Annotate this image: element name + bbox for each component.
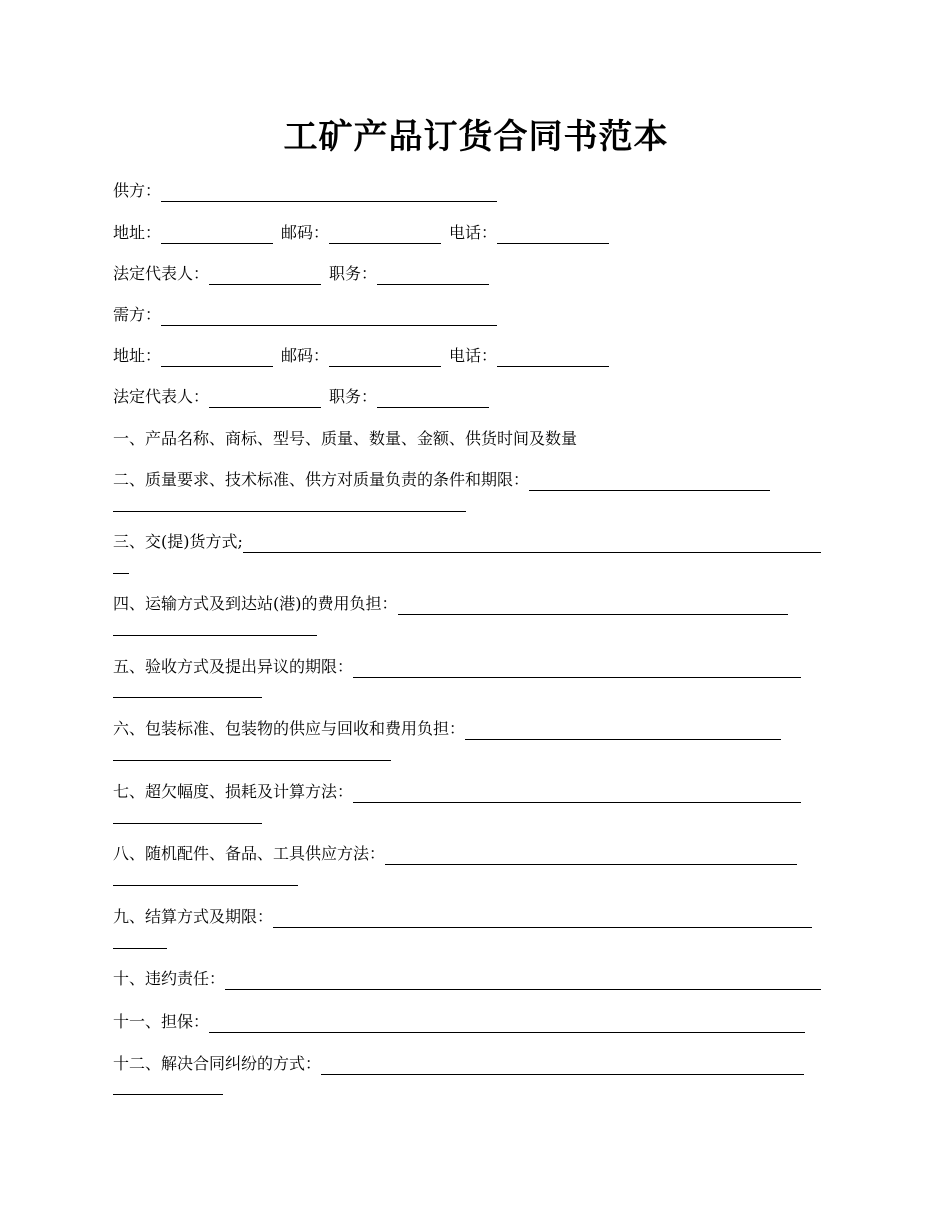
- clause-8-label: 八、随机配件、备品、工具供应方法：: [113, 844, 386, 863]
- buyer-contact-row: [113, 345, 612, 367]
- supplier-rep-blank[interactable]: [209, 267, 321, 285]
- buyer-postcode-blank[interactable]: [329, 349, 441, 367]
- clause-8: [113, 843, 800, 865]
- buyer-postcode-label: 邮码：: [281, 346, 330, 365]
- clause-2-blank-continued[interactable]: [113, 510, 466, 512]
- clause-10: [113, 968, 824, 990]
- clause-12-label: 十二、解决合同纠纷的方式：: [113, 1054, 322, 1073]
- supplier-address-blank[interactable]: [161, 226, 273, 244]
- clause-1-label: 一、产品名称、商标、型号、质量、数量、金额、供货时间及数量: [113, 429, 578, 448]
- clause-12: [113, 1053, 807, 1075]
- clause-9-label: 九、结算方式及期限：: [113, 907, 274, 926]
- clause-4: [113, 593, 791, 615]
- clause-1: [113, 428, 577, 450]
- clause-12-blank[interactable]: [321, 1057, 804, 1075]
- clause-7: [113, 781, 804, 803]
- supplier-party-blank[interactable]: [161, 184, 497, 202]
- supplier-postcode-blank[interactable]: [329, 226, 441, 244]
- clause-11: [113, 1011, 808, 1033]
- clause-2-label: 二、质量要求、技术标准、供方对质量负责的条件和期限：: [113, 470, 530, 489]
- buyer-position-label: 职务：: [329, 387, 378, 406]
- page-title: 工矿产品订货合同书范本: [283, 117, 669, 157]
- supplier-party-row: [113, 180, 500, 202]
- supplier-address-label: 地址：: [113, 223, 162, 242]
- buyer-party-blank[interactable]: [161, 308, 497, 326]
- clause-7-blank[interactable]: [353, 785, 801, 803]
- clause-8-blank[interactable]: [385, 847, 797, 865]
- buyer-party-label: 需方：: [113, 305, 162, 324]
- supplier-position-blank[interactable]: [377, 267, 489, 285]
- buyer-address-label: 地址：: [113, 346, 162, 365]
- clause-5-label: 五、验收方式及提出异议的期限：: [113, 657, 354, 676]
- buyer-rep-label: 法定代表人：: [113, 387, 210, 406]
- buyer-rep-row: [113, 386, 492, 408]
- supplier-position-label: 职务：: [329, 264, 378, 283]
- clause-6: [113, 718, 784, 740]
- clause-5-blank[interactable]: [353, 660, 801, 678]
- clause-8-blank-continued[interactable]: [113, 884, 298, 886]
- clause-9-blank[interactable]: [273, 910, 812, 928]
- clause-11-label: 十一、担保：: [113, 1012, 210, 1031]
- buyer-phone-blank[interactable]: [497, 349, 609, 367]
- clause-9-blank-continued[interactable]: [113, 947, 167, 949]
- supplier-rep-row: [113, 263, 492, 285]
- clause-10-blank[interactable]: [225, 972, 821, 990]
- clause-6-label: 六、包装标准、包装物的供应与回收和费用负担：: [113, 719, 466, 738]
- clause-6-blank-continued[interactable]: [113, 759, 391, 761]
- buyer-rep-blank[interactable]: [209, 390, 321, 408]
- supplier-contact-row: [113, 222, 612, 244]
- clause-3-blank-continued[interactable]: [113, 572, 129, 574]
- clause-5-blank-continued[interactable]: [113, 696, 262, 698]
- clause-3-blank[interactable]: [243, 535, 821, 553]
- clause-12-blank-continued[interactable]: [113, 1093, 223, 1095]
- clause-3-label: 三、交(提)货方式;: [113, 532, 243, 551]
- supplier-phone-blank[interactable]: [497, 226, 609, 244]
- clause-2-blank[interactable]: [529, 473, 770, 491]
- clause-4-blank-continued[interactable]: [113, 634, 317, 636]
- clause-7-blank-continued[interactable]: [113, 822, 262, 824]
- supplier-rep-label: 法定代表人：: [113, 264, 210, 283]
- clause-5: [113, 656, 804, 678]
- clause-11-blank[interactable]: [209, 1015, 805, 1033]
- clause-7-label: 七、超欠幅度、损耗及计算方法：: [113, 782, 354, 801]
- clause-3: [113, 531, 824, 553]
- clause-4-label: 四、运输方式及到达站(港)的费用负担：: [113, 594, 398, 613]
- supplier-postcode-label: 邮码：: [281, 223, 330, 242]
- supplier-phone-label: 电话：: [449, 223, 498, 242]
- buyer-party-row: [113, 304, 500, 326]
- supplier-party-label: 供方：: [113, 181, 162, 200]
- clause-2: [113, 469, 773, 491]
- clause-10-label: 十、违约责任：: [113, 969, 226, 988]
- clause-6-blank[interactable]: [465, 722, 781, 740]
- buyer-phone-label: 电话：: [449, 346, 498, 365]
- buyer-address-blank[interactable]: [161, 349, 273, 367]
- buyer-position-blank[interactable]: [377, 390, 489, 408]
- clause-4-blank[interactable]: [398, 597, 788, 615]
- clause-9: [113, 906, 815, 928]
